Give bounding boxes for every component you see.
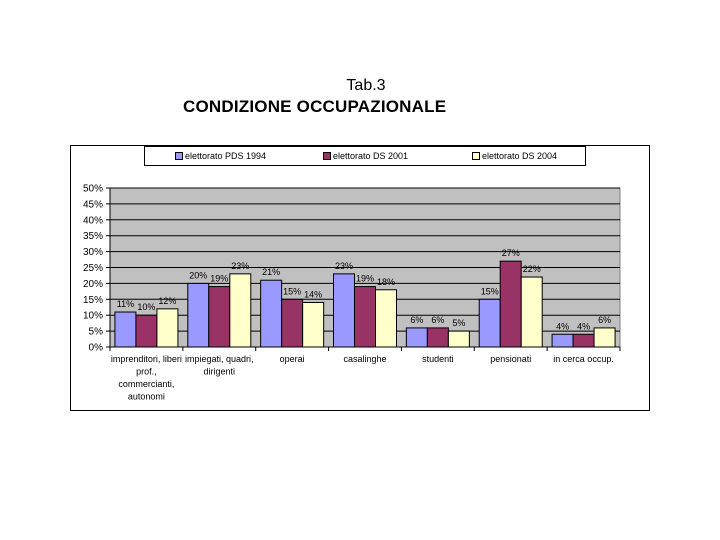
category-label: prof., [136, 366, 157, 377]
chart-legend [144, 146, 586, 166]
data-label: 20% [189, 270, 208, 281]
data-label: 19% [210, 273, 229, 284]
bar [188, 283, 209, 347]
y-tick-label: 45% [82, 199, 103, 211]
bar [334, 274, 355, 347]
legend-swatch [175, 152, 183, 160]
category-label: casalinghe [343, 354, 387, 364]
legend-item [472, 151, 557, 161]
bar [376, 290, 397, 347]
data-label: 11% [116, 299, 135, 310]
category-label: commercianti, [118, 379, 175, 389]
bar [261, 280, 282, 347]
data-label: 10% [137, 302, 156, 313]
y-tick-label: 50% [82, 183, 103, 195]
data-label: 18% [376, 276, 396, 287]
y-tick-label: 35% [82, 231, 103, 243]
bar [209, 287, 230, 347]
data-label: 6% [410, 314, 424, 325]
legend-item [175, 151, 266, 161]
legend-swatch [323, 152, 331, 160]
y-tick-label: 0% [88, 342, 103, 354]
data-label: 22% [522, 264, 541, 275]
bar [406, 328, 427, 347]
category-label: autonomi [127, 391, 165, 402]
legend-label: elettorato DS 2001 [333, 151, 409, 161]
category-label: dirigenti [203, 366, 236, 377]
category-label: operai [279, 354, 305, 364]
category-label: impiegati, quadri, [185, 354, 254, 364]
data-label: 23% [231, 260, 250, 271]
data-label: 15% [283, 286, 302, 297]
data-label: 4% [556, 321, 570, 332]
y-tick-label: 20% [82, 278, 103, 290]
data-label: 21% [262, 267, 281, 278]
data-label: 6% [598, 314, 612, 325]
bar [573, 334, 594, 347]
bar [115, 312, 136, 347]
data-label: 6% [431, 314, 445, 325]
y-tick-label: 30% [82, 247, 103, 259]
y-tick-label: 25% [82, 263, 103, 274]
y-tick-label: 5% [88, 326, 103, 338]
bar [500, 261, 521, 347]
legend-label: elettorato PDS 1994 [185, 151, 267, 161]
bar [427, 328, 448, 347]
bar-chart [71, 146, 651, 412]
legend-label: elettorato DS 2004 [482, 151, 558, 161]
data-label: 14% [304, 289, 323, 300]
bar [521, 277, 542, 347]
chart-area [70, 145, 650, 411]
category-label: studenti [422, 354, 454, 364]
category-label: pensionati [490, 354, 532, 364]
data-label: 19% [355, 273, 375, 284]
data-label: 12% [158, 295, 177, 306]
y-tick-label: 15% [82, 294, 103, 306]
bar [282, 299, 303, 347]
bar [479, 299, 500, 347]
data-label: 27% [501, 248, 520, 259]
bar [355, 287, 376, 347]
bar [594, 328, 615, 347]
data-label: 15% [480, 286, 499, 297]
data-label: 23% [334, 260, 354, 271]
category-label: in cerca occup. [553, 354, 614, 364]
bar [136, 315, 157, 347]
bar [448, 331, 469, 347]
data-label: 4% [577, 321, 591, 332]
bar [230, 274, 251, 347]
y-tick-label: 40% [82, 215, 103, 227]
bar [552, 334, 573, 347]
data-label: 5% [452, 318, 466, 329]
legend-swatch [472, 152, 480, 160]
table-number: Tab.3 [346, 77, 386, 94]
legend-item [323, 151, 408, 161]
chart-title: CONDIZIONE OCCUPAZIONALE [183, 97, 447, 116]
y-tick-label: 10% [82, 310, 103, 322]
bar [157, 309, 178, 347]
bar [303, 302, 324, 347]
category-label: imprenditori, liberi [110, 354, 182, 364]
